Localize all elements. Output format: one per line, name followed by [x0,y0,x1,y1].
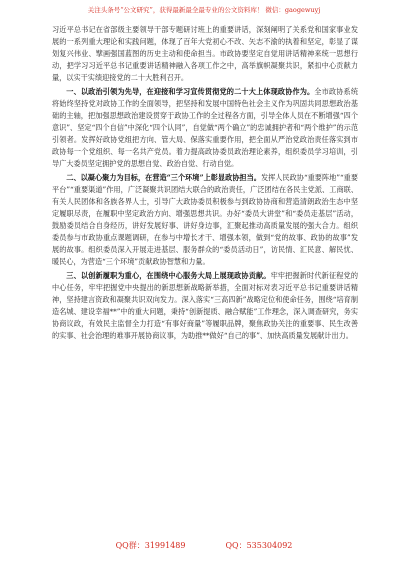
qq-group: QQ群：31991489 [115,541,186,550]
qq-number: QQ：535304092 [225,541,293,550]
intro-text: 习近平总书记在省部级主要领导干部专题研讨班上的重要讲话，深刻阐明了关系党和国家事业发展的一系列重大理论和实践问题，体现了百年大党初心不改、矢志不渝的执着和坚定，彰显了谋划复兴伟业、擘画强国蓝图的历史主动和使命担当。市政协要坚定自觉用讲话精神来统一思想行动，把学习习近平总书记重要讲话精神融入各项工作之中，高举旗帜凝聚共识，紧扣中心贡献力量，以实干实绩迎接党的二十大胜利召开。 [52,25,358,82]
section-two-heading: 二、以凝心聚力为目标，在营造“三个环境”上彰显政协担当。 [66,173,261,182]
section-two-text: 发挥人民政协“重要阵地”“重要平台”“重要渠道”作用，广泛凝聚共识团结大联合的政治责任，广泛团结在各民主党派、工商联、有关人民团体和各族各界人士，引导广大政协委员积极参与到政协协商和营造清朗政治生态中坚定履职尽责，在履职中坚定政治方向、增强思想共识。办好“委员大讲堂”和“委员走基层”活动，鼓励委员结合自身经历，讲好发展好事、讲好身边事，汇聚起推动高质量发展的强大合力。组织委员参与市政协重点课题调研，在参与中增长才干、增强本领，做到“党的故事、政协的故事”发展的故事。组织委员深入开展走进基层、服务群众的“委员活动日”，访民情、汇民意、解民忧、暖民心，为营造“三个环境”贡献政协智慧和力量。 [52,173,358,266]
promo-line: 关注头条号“公文研究”，获得最新最全最专业的公文资料库！ 微信：gaogewuyj [87,6,321,14]
section-three-text: 牢牢把握新时代新征程党的中心任务，牢牢把握党中央提出的新思想新战略新举措，全面对标对表习近平总书记重要讲话精神，坚持建言资政和凝聚共识双向发力。深入落实“三高四新”战略定位和使命任务，围绕“培育制造名城、建设幸福**”中的重大问题，秉持“创新提质、融合赋能”工作理念，深入调查研究，务实协商议政，有效民主监督全力打造“有事好商量”等履职品牌，聚焦政协关注的重要事、民生改善的实事、社会治理的难事开展协商议事，为助推**做好“自己的事”、加快高质量发展献计出力。 [52,271,358,340]
promo-banner [0,6,408,15]
section-three [52,270,358,342]
section-three-heading: 三、以创新履职为重心，在围绕中心服务大局上展现政协贡献。 [66,271,271,280]
section-one-heading: 一、以政治引领为先导，在迎接和学习宣传贯彻党的二十大上体现政协作为。 [66,87,315,96]
intro-paragraph [52,24,358,84]
section-two [52,172,358,268]
document-body [52,24,358,342]
section-one [52,86,358,170]
contact-footer [0,541,408,551]
section-one-text: 全市政协系统将始终坚持党对政协工作的全面领导，把坚持和发展中国特色社会主义作为巩固共同思想政治基础的主轴，把加强思想政治建设贯穿于政协工作的全过程各方面，引导全体人员在不断增强“四个意识”、坚定“四个自信”中深化“四个认同”，自觉做“两个确立”的忠诚拥护者和“两个维护”的示范引领者。发挥好政协党组把方向、管大局、保落实重要作用，把全面从严治党政治责任落实到市政协每一个党组织、每一名共产党员。着力提高政协委员政治理论素养，组织委员学习培训，引导广大委员坚定拥护党的思想自觉、政治自觉、行动自觉。 [52,87,358,168]
